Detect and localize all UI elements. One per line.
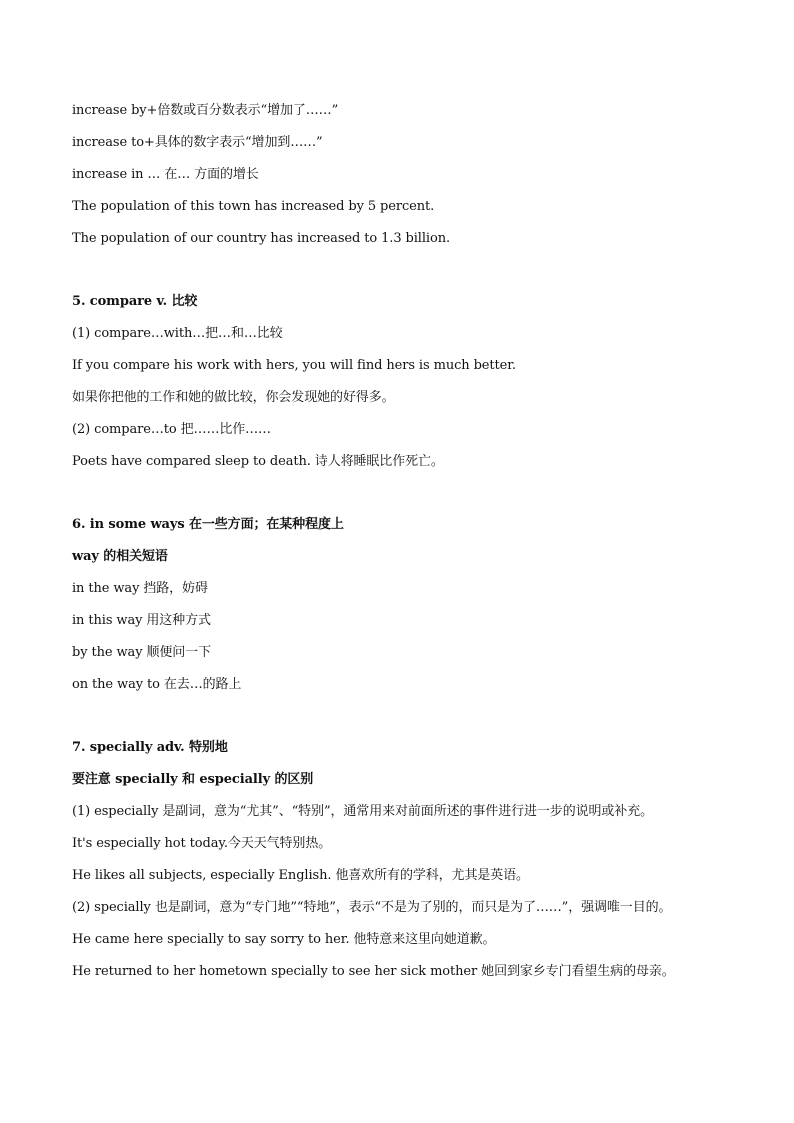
especially-example-1: It's especially hot today.今天天气特别热。	[72, 836, 332, 851]
compare-with-line: (1) compare…with…把…和…比较	[72, 326, 283, 341]
specially-definition: (2) specially 也是副词，意为“专门地”“特地”，表示“不是为了别的，而只是为了……”，强调唯一目的。	[72, 900, 672, 915]
increase-example-1: The population of this town has increased by 5 percent.	[72, 199, 435, 214]
especially-definition: (1) especially 是副词，意为“尤其”、“特别”，通常用来对前面所述的事件进行进一步的说明或补充。	[72, 804, 653, 819]
increase-example-2: The population of our country has increased to 1.3 billion.	[72, 231, 451, 246]
compare-example-en: If you compare his work with hers, you will find hers is much better.	[72, 358, 516, 373]
compare-example-zh: 如果你把他的工作和她的做比较，你会发现她的好得多。	[72, 390, 395, 405]
compare-to-line: (2) compare…to 把……比作……	[72, 422, 271, 437]
on-the-way-to-line: on the way to 在去…的路上	[72, 677, 242, 692]
way-phrases-subheading: way 的相关短语	[72, 549, 168, 564]
increase-by-line: increase by+倍数或百分数表示“增加了……”	[72, 103, 339, 118]
in-the-way-line: in the way 挡路，妨碍	[72, 581, 208, 596]
by-the-way-line: by the way 顺便问一下	[72, 645, 211, 660]
specially-heading: 7. specially adv. 特别地	[72, 740, 228, 755]
compare-to-example: Poets have compared sleep to death. 诗人将睡眠比作死亡。	[72, 454, 444, 469]
especially-example-2: He likes all subjects, especially English. 他喜欢所有的学科，尤其是英语。	[72, 868, 529, 883]
compare-heading: 5. compare v. 比较	[72, 294, 198, 309]
specially-especially-subheading: 要注意 specially 和 especially 的区别	[72, 772, 314, 787]
specially-example-2: He returned to her hometown specially to see her sick mother 她回到家乡专门看望生病的母亲。	[72, 964, 675, 979]
increase-in-line: increase in … 在… 方面的增长	[72, 167, 259, 182]
increase-to-line: increase to+具体的数字表示“增加到……”	[72, 135, 323, 150]
specially-example-1: He came here specially to say sorry to her. 他特意来这里向她道歉。	[72, 932, 496, 947]
in-some-ways-heading: 6. in some ways 在一些方面；在某种程度上	[72, 517, 344, 532]
in-this-way-line: in this way 用这种方式	[72, 613, 211, 628]
